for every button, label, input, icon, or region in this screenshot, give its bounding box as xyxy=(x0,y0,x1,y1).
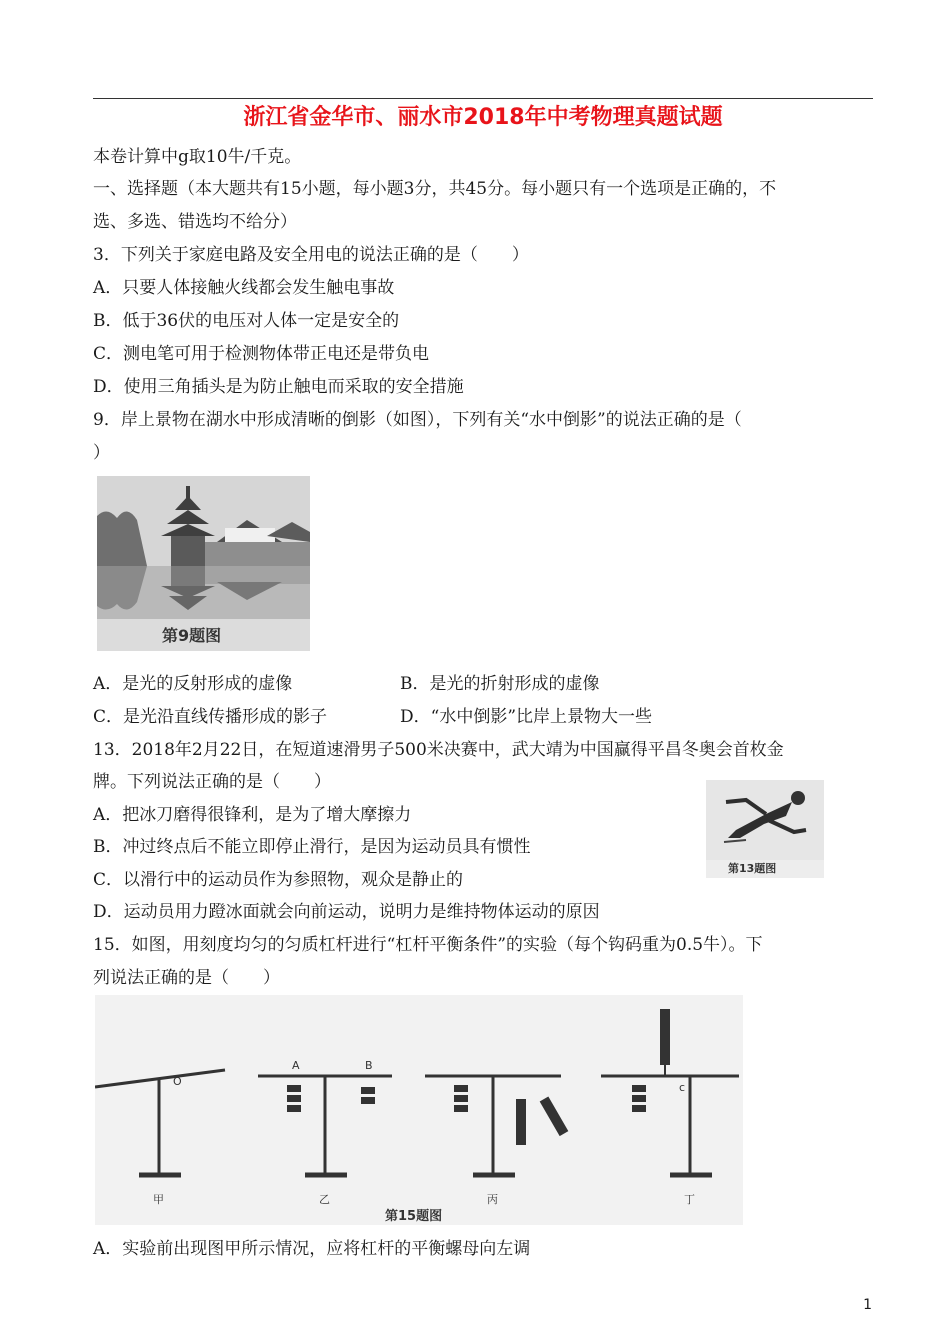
q13-option-b: B．冲过终点后不能立即停止滑行，是因为运动员具有惯性 xyxy=(93,837,531,857)
fig15-point-a-label: A xyxy=(292,1059,300,1072)
q13-option-a: A．把冰刀磨得很锋利，是为了增大摩擦力 xyxy=(93,805,412,825)
q3-option-b: B．低于36伏的电压对人体一定是安全的 xyxy=(93,311,400,331)
fig15-label-jia: 甲 xyxy=(153,1193,164,1206)
q9-stem-line2: ） xyxy=(93,443,110,463)
q15-stem-line1: 15．如图，用刻度均匀的匀质杠杆进行“杠杆平衡条件”的实验（每个钩码重为0.5牛）。下 xyxy=(93,935,763,955)
section-heading-line2: 选、多选、错选均不给分） xyxy=(93,212,297,232)
q13-option-c: C．以滑行中的运动员作为参照物，观众是静止的 xyxy=(93,870,464,890)
q13-option-d: D．运动员用力蹬冰面就会向前运动，说明力是维持物体运动的原因 xyxy=(93,902,600,922)
q3-stem: 3．下列关于家庭电路及安全用电的说法正确的是（ ） xyxy=(93,245,529,265)
q9-option-b: B．是光的折射形成的虚像 xyxy=(400,674,600,694)
fig15-label-bing: 丙 xyxy=(487,1193,498,1206)
q9-option-a: A．是光的反射形成的虚像 xyxy=(93,674,293,694)
q15-figure-caption: 第15题图 xyxy=(385,1209,443,1224)
q3-option-a: A．只要人体接触火线都会发生触电事故 xyxy=(93,278,395,298)
lever-experiments-illustration xyxy=(95,995,743,1225)
intro-note: 本卷计算中g取10牛/千克。 xyxy=(93,147,302,167)
q9-figure-caption: 第9题图 xyxy=(162,626,222,645)
section-heading-line1: 一、选择题（本大题共有15小题，每小题3分，共45分。每小题只有一个选项是正确的，不 xyxy=(93,179,777,199)
q3-option-d: D．使用三角插头是为防止触电而采取的安全措施 xyxy=(93,377,464,397)
fig15-point-c-label: c xyxy=(679,1081,686,1094)
q9-stem-line1: 9．岸上景物在湖水中形成清晰的倒影（如图），下列有关“水中倒影”的说法正确的是（ xyxy=(93,410,742,430)
page-number: 1 xyxy=(863,1297,872,1313)
q13-stem-line2: 牌。下列说法正确的是（ ） xyxy=(93,772,331,792)
q13-figure xyxy=(706,780,824,878)
fig15-point-b-label: B xyxy=(365,1059,373,1072)
fig15-pivot-label: O xyxy=(173,1075,182,1088)
page-title: 浙江省金华市、丽水市2018年中考物理真题试题 xyxy=(243,105,723,130)
q15-option-a: A．实验前出现图甲所示情况，应将杠杆的平衡螺母向左调 xyxy=(93,1239,531,1259)
pagoda-reflection-illustration xyxy=(97,476,310,619)
q3-option-c: C．测电笔可用于检测物体带正电还是带负电 xyxy=(93,344,430,364)
header-rule xyxy=(93,98,873,99)
fig15-label-ding: 丁 xyxy=(684,1193,695,1206)
fig15-label-yi: 乙 xyxy=(319,1193,330,1206)
q15-figure xyxy=(95,995,743,1225)
q9-figure xyxy=(97,476,310,651)
q13-stem-line1: 13．2018年2月22日，在短道速滑男子500米决赛中，武大靖为中国赢得平昌冬奥会首枚金 xyxy=(93,740,784,760)
q15-stem-line2: 列说法正确的是（ ） xyxy=(93,968,280,988)
speed-skater-illustration xyxy=(706,780,824,860)
q9-option-d: D．“水中倒影”比岸上景物大一些 xyxy=(400,707,653,727)
q13-figure-caption: 第13题图 xyxy=(728,862,777,875)
q9-option-c: C．是光沿直线传播形成的影子 xyxy=(93,707,328,727)
